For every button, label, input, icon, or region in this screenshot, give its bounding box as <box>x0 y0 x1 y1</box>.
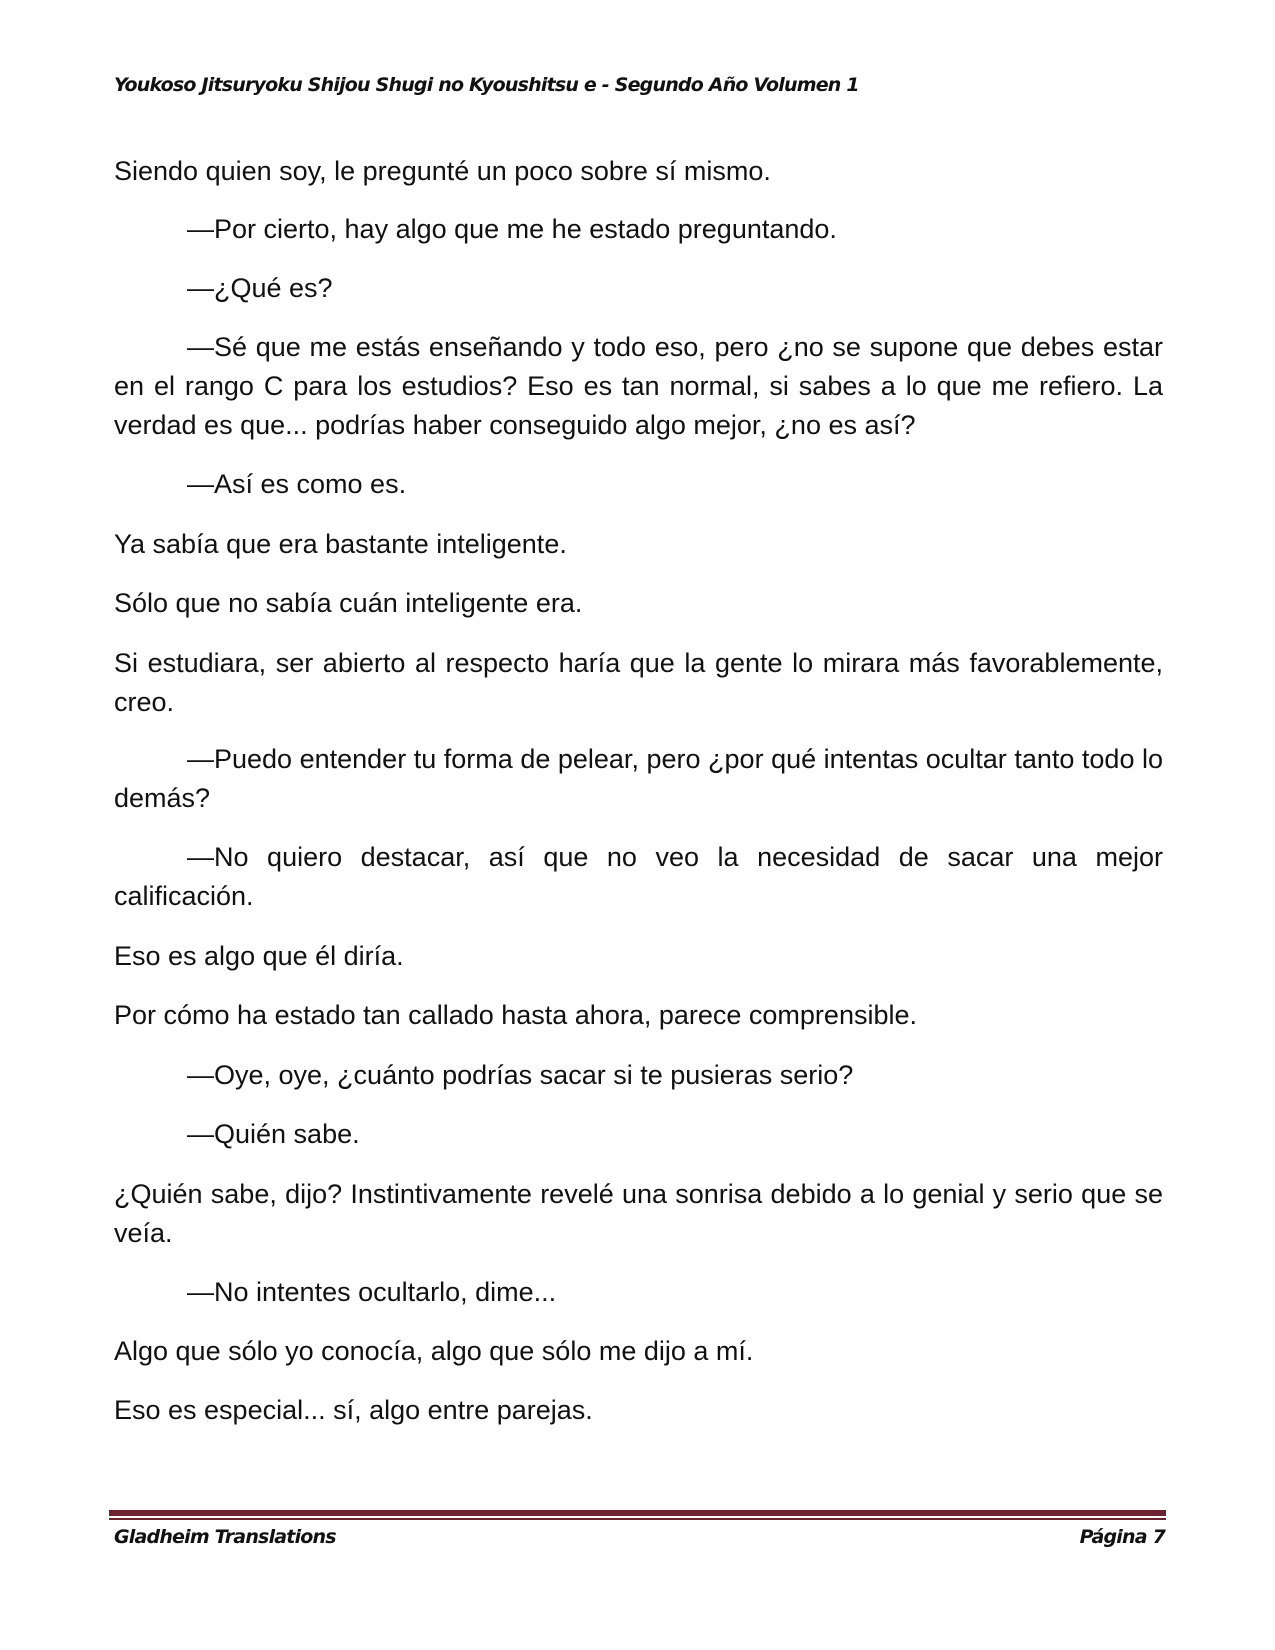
paragraph: —Por cierto, hay algo que me he estado preguntando. <box>187 214 837 244</box>
paragraph: Siendo quien soy, le pregunté un poco sobre sí mismo. <box>114 156 771 186</box>
paragraph: —¿Qué es? <box>187 273 333 303</box>
paragraph: Ya sabía que era bastante inteligente. <box>114 529 567 559</box>
paragraph: Eso es especial... sí, algo entre parejas. <box>114 1395 593 1425</box>
paragraph: —Quién sabe. <box>187 1119 360 1149</box>
paragraph: —Así es como es. <box>187 469 407 499</box>
paragraph: —Oye, oye, ¿cuánto podrías sacar si te pusieras serio? <box>187 1060 854 1090</box>
footer-rule-thin <box>109 1518 1166 1520</box>
paragraph: Si estudiara, ser abierto al respecto haría que la gente lo mirara más favorablemente, creo. <box>114 648 1163 717</box>
paragraph: —No quiero destacar, así que no veo la necesidad de sacar una mejor calificación. <box>114 842 1163 911</box>
footer-rule <box>109 1510 1166 1517</box>
paragraph: Algo que sólo yo conocía, algo que sólo me dijo a mí. <box>114 1336 754 1366</box>
paragraph: Por cómo ha estado tan callado hasta ahora, parece comprensible. <box>114 1000 917 1030</box>
footer-publisher: Gladheim Translations <box>114 1526 336 1548</box>
paragraph: —No intentes ocultarlo, dime... <box>187 1277 557 1307</box>
paragraph: —Puedo entender tu forma de pelear, pero ¿por qué intentas ocultar tanto todo lo demás? <box>114 744 1163 813</box>
paragraph: —Sé que me estás enseñando y todo eso, pero ¿no se supone que debes estar en el rango C para los estudios? Eso es tan normal, si sabes a lo que me refiero. La verdad es que... podrías haber conseguido algo mejor, ¿no es así? <box>114 332 1163 440</box>
paragraph: Eso es algo que él diría. <box>114 941 404 971</box>
running-header: Youkoso Jitsuryoku Shijou Shugi no Kyoushitsu e - Segundo Año Volumen 1 <box>114 74 859 96</box>
paragraph: Sólo que no sabía cuán inteligente era. <box>114 588 583 618</box>
paragraph: ¿Quién sabe, dijo? Instintivamente revelé una sonrisa debido a lo genial y serio que se veía. <box>114 1179 1163 1248</box>
page-number: Página 7 <box>1079 1526 1165 1548</box>
